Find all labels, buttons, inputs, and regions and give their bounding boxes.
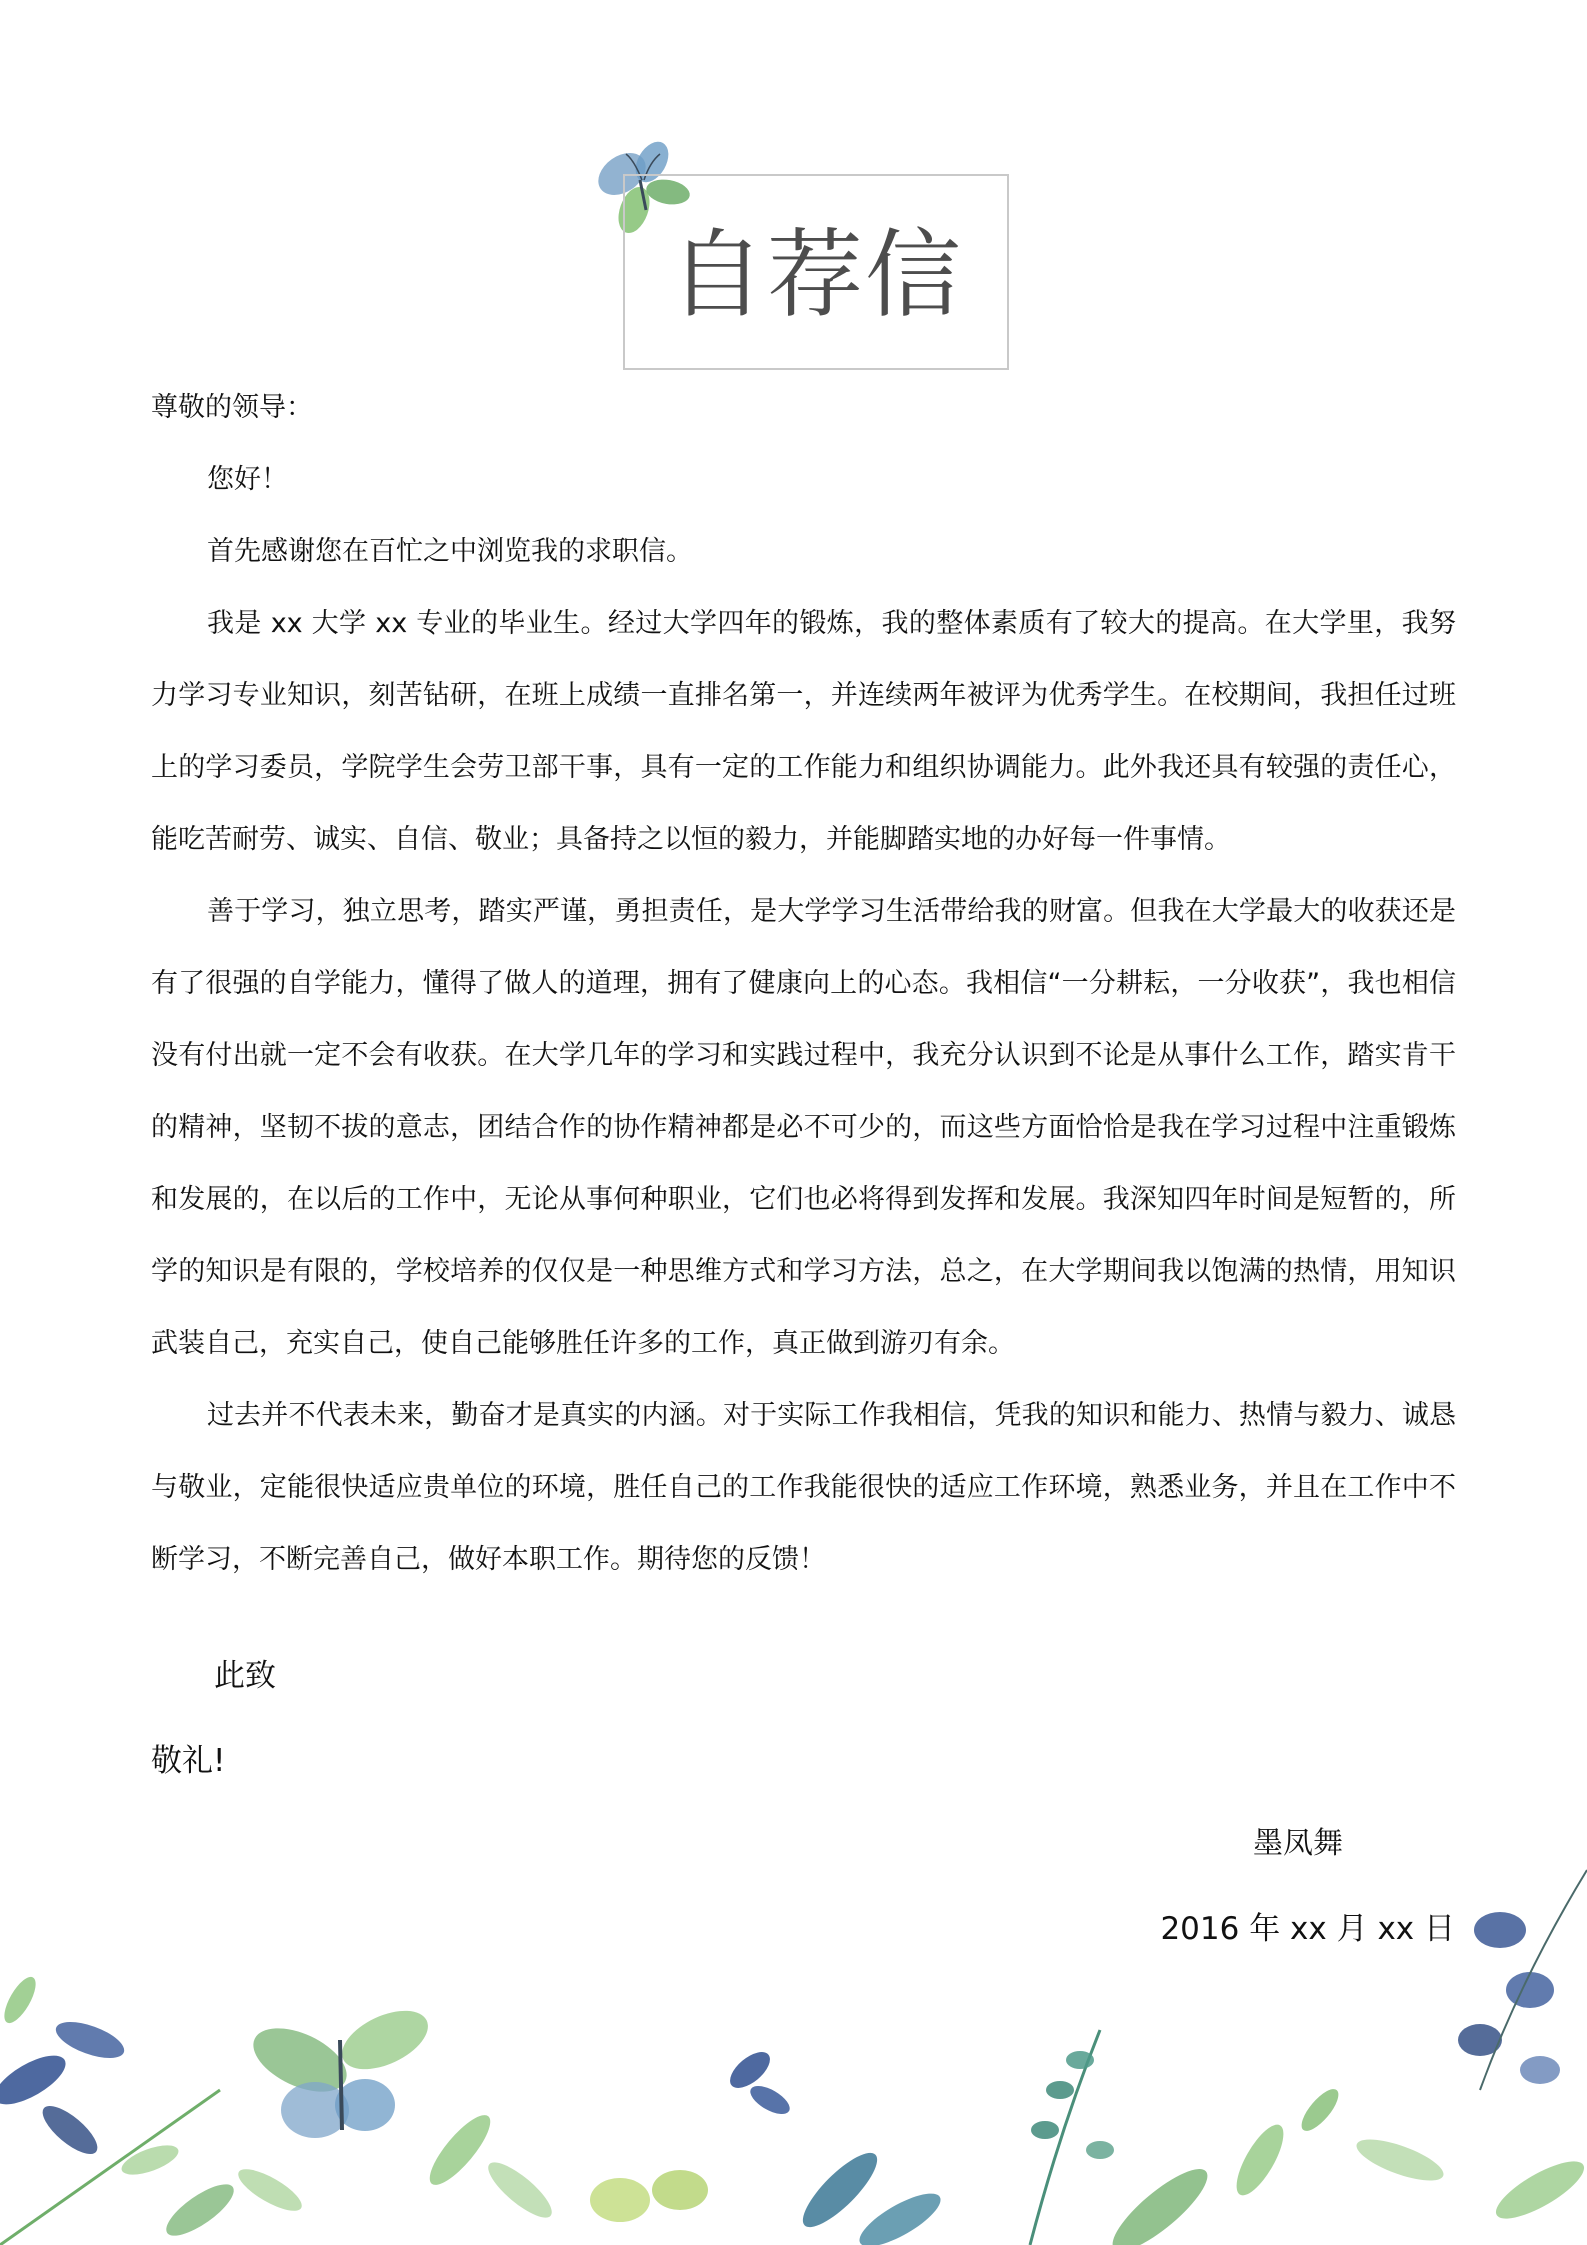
closing-cizhi: 此致	[214, 1658, 276, 1694]
paragraph-learning: 善于学习，独立思考，踏实严谨，勇担责任，是大学学习生活带给我的财富。但我在大学最大的收获还是有了很强的自学能力，懂得了做人的道理，拥有了健康向上的心态。我相信“一分耕耘，一分收获”，我也相信没有付出就一定不会有收获。在大学几年的学习和实践过程中，我充分认识到不论是从事什么工作，踏实肯干的精神，坚韧不拔的意志，团结合作的协作精神都是必不可少的，而这些方面恰恰是我在学习过程中注重锻炼和发展的，在以后的工作中，无论从事何种职业，它们也必将得到发挥和发展。我深知四年时间是短暂的，所学的知识是有限的，学校培养的仅仅是一种思维方式和学习方法，总之，在大学期间我以饱满的热情，用知识武装自己，充实自己，使自己能够胜任许多的工作，真正做到游刃有余。	[151, 896, 1456, 1359]
paragraph-greeting: 您好！	[207, 464, 288, 495]
letter-date: 2016 年 xx 月 xx 日	[1160, 1911, 1455, 1947]
paragraph-introduction: 我是 xx 大学 xx 专业的毕业生。经过大学四年的锻炼，我的整体素质有了较大的提高。在大学里，我努力学习专业知识，刻苦钻研，在班上成绩一直排名第一，并连续两年被评为优秀学生。在校期间，我担任过班上的学习委员，学院学生会劳卫部干事，具有一定的工作能力和组织协调能力。此外我还具有较强的责任心，能吃苦耐劳、诚实、自信、敬业；具备持之以恒的毅力，并能脚踏实地的办好每一件事情。	[151, 608, 1456, 855]
title-box	[623, 174, 1009, 370]
butterfly-large-icon	[244, 1999, 437, 2138]
leaf-cluster-right	[1030, 1870, 1587, 2245]
page-title: 自荐信	[669, 219, 963, 331]
floral-border	[0, 1830, 1587, 2245]
closing-jingli: 敬礼!	[151, 1743, 226, 1779]
paragraph-future: 过去并不代表未来，勤奋才是真实的内涵。对于实际工作我相信，凭我的知识和能力、热情与毅力、诚恳与敬业，定能很快适应贵单位的环境，胜任自己的工作我能很快的适应工作环境，熟悉业务，并且在工作中不断学习，不断完善自己，做好本职工作。期待您的反馈！	[151, 1400, 1456, 1575]
letter-body	[151, 372, 1456, 1596]
salutation: 尊敬的领导：	[151, 392, 313, 423]
paragraph-thanks: 首先感谢您在百忙之中浏览我的求职信。	[207, 536, 693, 567]
signature-name: 墨凤舞	[1253, 1826, 1343, 1861]
